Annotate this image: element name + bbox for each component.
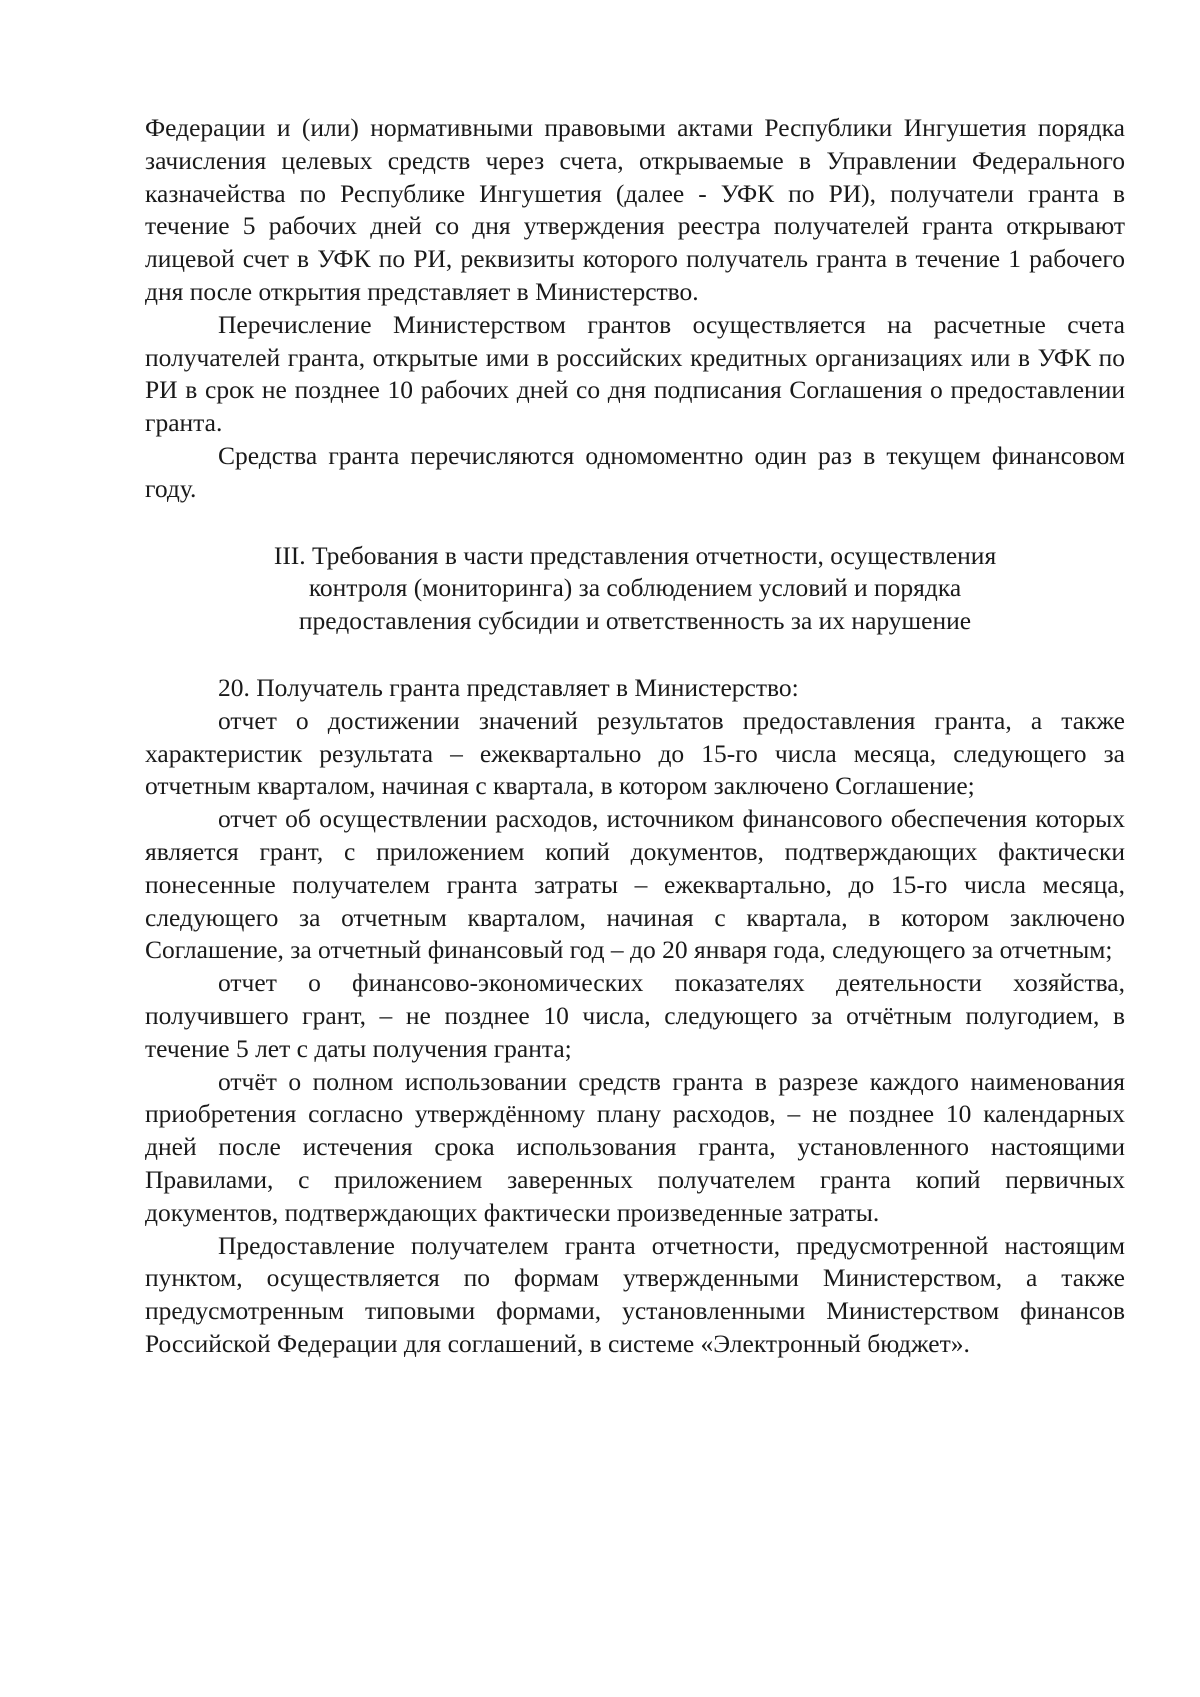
document-body [145, 112, 1125, 1361]
paragraph-grant-transfer: Перечисление Министерством грантов осуществляется на расчетные счета получателей гранта, открытые ими в российских кредитных организациях или в УФК по РИ в срок не позднее 10 рабочих дней со дня подписания Соглашения о предоставлении гранта. [145, 309, 1125, 438]
section-heading [145, 540, 1125, 638]
paragraph-clause-20: 20. Получатель гранта представляет в Министерство: [218, 672, 799, 702]
section-heading-line-2: контроля (мониторинга) за соблюдением условий и порядка [308, 573, 962, 603]
spacer [145, 506, 1125, 540]
section-heading-line-3: предоставления субсидии и ответственность за их нарушение [298, 606, 972, 636]
paragraph-one-time-transfer: Средства гранта перечисляются одномоментно один раз в текущем финансовом году. [145, 440, 1125, 503]
paragraph-continuation: Федерации и (или) нормативными правовыми актами Республики Ингушетия порядка зачисления целевых средств через счета, открываемые в Управлении Федерального казначейства по Республике Ингушетия (далее - УФК по РИ), получатели гранта в течение 5 рабочих дней со дня утверждения реестра получателей гранта открывают лицевой счет в УФК по РИ, реквизиты которого получатель гранта в течение 1 рабочего дня после открытия представляет в Министерство. [145, 113, 1125, 306]
spacer [145, 638, 1125, 672]
paragraph-report-full-use: отчёт о полном использовании средств гранта в разрезе каждого наименования приобретения согласно утверждённому плану расходов, – не позднее 10 календарных дней после истечения срока использования гранта, установленного настоящими Правилами, с приложением заверенных получателем гранта копий первичных документов, подтверждающих фактически произведенные затраты. [145, 1066, 1125, 1227]
paragraph-report-expenses: отчет об осуществлении расходов, источником финансового обеспечения которых является грант, с приложением копий документов, подтверждающих фактически понесенные получателем гранта затраты – ежеквартально, до 15-го числа месяца, следующего за отчетным кварталом, начиная с квартала, в котором заключено Соглашение, за отчетный финансовый год – до 20 января года, следующего за отчетным; [145, 804, 1125, 965]
paragraph-report-financial: отчет о финансово-экономических показателях деятельности хозяйства, получившего грант, – не позднее 10 числа, следующего за отчётным полугодием, в течение 5 лет с даты получения гранта; [145, 968, 1125, 1063]
paragraph-report-forms: Предоставление получателем гранта отчетности, предусмотренной настоящим пунктом, осуществляется по формам утвержденными Министерством, а также предусмотренным типовыми формами, установленными Министерством финансов Российской Федерации для соглашений, в системе «Электронный бюджет». [145, 1230, 1125, 1358]
section-heading-line-1: III. Требования в части представления отчетности, осуществления [273, 540, 997, 570]
paragraph-report-results: отчет о достижении значений результатов предоставления гранта, а также характеристик результата – ежеквартально до 15-го числа месяца, следующего за отчетным кварталом, начиная с квартала, в котором заключено Соглашение; [145, 705, 1125, 801]
